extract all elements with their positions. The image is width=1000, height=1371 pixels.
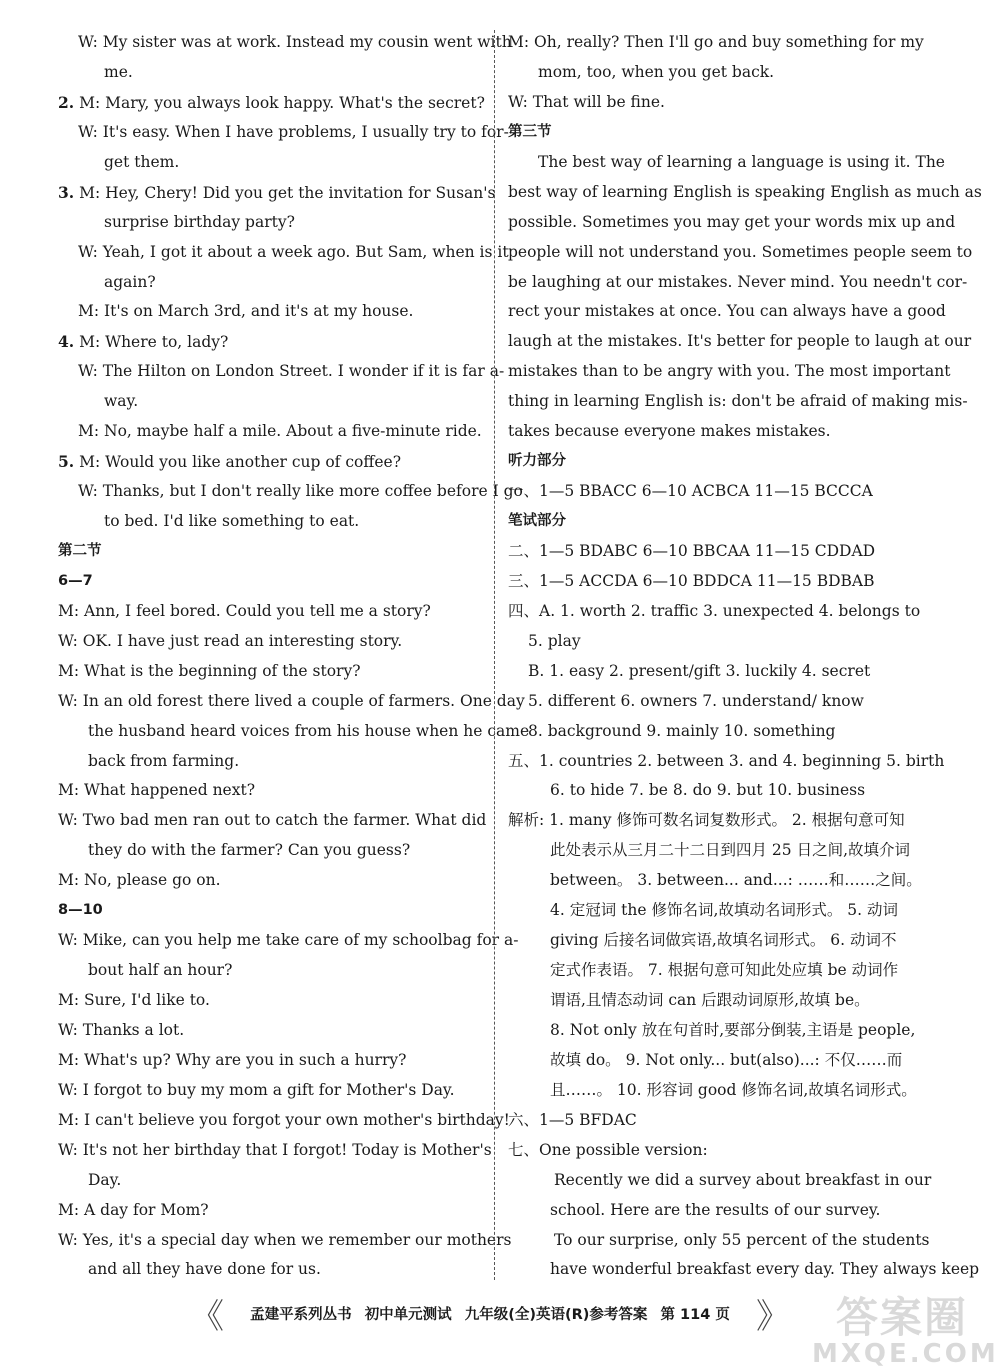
item-number: 2.	[58, 92, 75, 112]
line-text: 五、1. countries 2. between 3. and 4. beginning 5. birth	[508, 751, 945, 770]
text-line	[508, 477, 934, 507]
line-text: laugh at the mistakes. It's better for people to laugh at our	[508, 332, 972, 351]
page-footer	[190, 1290, 790, 1336]
right-column	[508, 28, 982, 1285]
line-text: thing in learning English is: don't be afraid of making mis-	[508, 392, 968, 411]
text-line	[58, 1136, 492, 1166]
line-text: M: No, maybe half a mile. About a five-minute ride.	[78, 422, 482, 441]
line-text: M: What is the beginning of the story?	[58, 661, 361, 680]
line-text: W: Thanks, but I don't really like more coffee before I go	[78, 482, 523, 501]
watermark-logo	[812, 1285, 999, 1369]
line-text: mistakes than to be angry with you. The most important	[508, 362, 951, 381]
column-divider	[494, 30, 495, 1280]
text-line	[58, 387, 486, 417]
text-line	[58, 447, 486, 477]
line-text: Recently we did a survey about breakfast in our	[554, 1170, 932, 1189]
text-line	[508, 1196, 934, 1226]
line-text: W: The Hilton on London Street. I wonder if it is far a-	[78, 362, 505, 381]
section-heading	[508, 507, 934, 537]
footer-book: 初中单元测试	[364, 1306, 452, 1323]
text-line	[58, 477, 523, 507]
line-text: back from farming.	[88, 751, 240, 770]
footer-subject: 九年级(全)英语(R)参考答案	[464, 1306, 648, 1323]
line-text: to bed. I'd like something to eat.	[104, 512, 360, 530]
line-text: surprise birthday party?	[104, 212, 295, 231]
line-text: the husband heard voices from his house when he came	[88, 721, 530, 740]
text-line	[508, 88, 934, 118]
line-text: M: Would you like another cup of coffee?	[79, 453, 402, 472]
item-number: 4.	[58, 332, 75, 352]
text-line	[58, 1046, 486, 1076]
line-text: 此处表示从三月二十二日到四月 25 日之间,故填介词	[550, 841, 911, 860]
text-line	[508, 806, 934, 836]
text-line	[58, 88, 486, 118]
text-line	[58, 986, 486, 1016]
line-text: M: What's up? Why are you in such a hurry?	[58, 1050, 407, 1069]
text-line	[508, 387, 968, 417]
text-line	[58, 327, 486, 357]
section-heading	[508, 118, 934, 148]
line-text: 8. background 9. mainly 10. something	[528, 721, 836, 740]
text-line	[58, 118, 509, 148]
text-line	[58, 238, 509, 268]
text-line	[508, 1016, 934, 1046]
text-line	[58, 1196, 486, 1226]
text-line	[58, 148, 486, 178]
text-line	[508, 297, 946, 327]
line-text: 七、One possible version:	[508, 1140, 708, 1159]
text-line	[508, 327, 972, 357]
line-text: 四、A. 1. worth 2. traffic 3. unexpected 4. belongs to	[508, 601, 921, 620]
text-line	[508, 1136, 934, 1166]
text-line	[508, 1076, 934, 1106]
line-text: M: What happened next?	[58, 781, 256, 800]
text-line	[58, 717, 530, 747]
watermark-cn: 答案圈	[835, 1293, 968, 1342]
line-text: 第二节	[58, 542, 102, 559]
section-heading	[58, 567, 486, 597]
text-line	[58, 657, 486, 687]
text-line	[58, 866, 486, 896]
line-text: M: Where to, lady?	[79, 333, 229, 352]
line-text: have wonderful breakfast every day. They always keep	[550, 1260, 980, 1279]
text-line	[508, 896, 934, 926]
line-text: W: Two bad men ran out to catch the farmer. What did	[58, 811, 487, 830]
next-page-arrow-icon[interactable]: 》	[756, 1296, 790, 1337]
text-line	[58, 747, 486, 777]
text-line	[508, 238, 973, 268]
text-line	[58, 357, 505, 387]
line-text: M: Ann, I feel bored. Could you tell me a story?	[58, 601, 431, 620]
text-line	[508, 956, 934, 986]
line-text: 六、1—5 BFDAC	[508, 1110, 637, 1129]
text-line	[508, 58, 934, 88]
text-line	[58, 806, 486, 836]
text-line	[508, 747, 945, 777]
line-text: M: No, please go on.	[58, 871, 221, 890]
text-line	[58, 28, 512, 58]
line-text: W: It's easy. When I have problems, I usually try to for-	[78, 122, 509, 141]
line-text: W: Yeah, I got it about a week ago. But Sam, when is it	[78, 242, 509, 261]
text-line	[508, 208, 956, 238]
line-text: 故填 do。 9. Not only... but(also)...: 不仅……而	[550, 1050, 903, 1069]
text-line	[508, 836, 934, 866]
text-line	[58, 956, 486, 986]
line-text: M: Hey, Chery! Did you get the invitation for Susan's	[79, 183, 496, 202]
watermark-en: MXQE.COM	[812, 1339, 999, 1369]
text-line	[58, 687, 525, 717]
item-number: 5.	[58, 452, 75, 472]
line-text: mom, too, when you get back.	[538, 62, 775, 81]
prev-page-arrow-icon[interactable]: 《	[190, 1296, 224, 1337]
line-text: 5. different 6. owners 7. understand/ know	[528, 691, 864, 710]
line-text: 笔试部分	[508, 513, 566, 529]
line-text: takes because everyone makes mistakes.	[508, 422, 831, 441]
line-text: school. Here are the results of our survey.	[550, 1200, 881, 1219]
line-text: W: Thanks a lot.	[58, 1020, 185, 1039]
line-text: The best way of learning a language is using it. The	[538, 152, 945, 171]
text-line	[508, 1106, 934, 1136]
text-line	[508, 28, 934, 58]
line-text: 谓语,且情态动词 can 后跟动词原形,故填 be。	[550, 991, 870, 1009]
line-text: 8. Not only 放在句首时,要部分倒装,主语是 people,	[550, 1020, 916, 1039]
text-line	[58, 1016, 486, 1046]
text-line	[508, 178, 982, 208]
line-text: be laughing at our mistakes. Never mind. You needn't cor-	[508, 272, 968, 291]
line-text: M: A day for Mom?	[58, 1200, 209, 1219]
text-line	[58, 208, 486, 238]
text-line	[508, 268, 968, 298]
text-line	[508, 687, 934, 717]
text-line	[58, 417, 486, 447]
text-line	[58, 507, 486, 537]
line-text: W: It's not her birthday that I forgot! Today is Mother's	[58, 1140, 492, 1159]
text-line	[58, 178, 496, 208]
footer-series: 孟建平系列丛书	[250, 1306, 352, 1323]
line-text: people will not understand you. Sometimes people seem to	[508, 242, 973, 261]
text-line	[508, 986, 934, 1016]
text-line	[58, 1166, 486, 1196]
text-line	[58, 1106, 510, 1136]
line-text: 二、1—5 BDABC 6—10 BBCAA 11—15 CDDAD	[508, 541, 876, 560]
text-line	[508, 627, 934, 657]
line-text: 三、1—5 ACCDA 6—10 BDDCA 11—15 BDBAB	[508, 571, 875, 590]
line-text: 8—10	[58, 902, 103, 919]
line-text: bout half an hour?	[88, 961, 233, 980]
text-line	[58, 1226, 512, 1256]
text-line	[508, 657, 934, 687]
text-line	[508, 776, 934, 806]
line-text: rect your mistakes at once. You can always have a good	[508, 302, 946, 321]
line-text: 5. play	[528, 631, 581, 650]
text-line	[58, 836, 486, 866]
line-text: Day.	[88, 1170, 122, 1189]
line-text: 且……。 10. 形容词 good 修饰名词,故填名词形式。	[550, 1080, 917, 1099]
text-line	[508, 537, 934, 567]
line-text: possible. Sometimes you may get your words mix up and	[508, 212, 956, 231]
text-line	[508, 148, 945, 178]
text-line	[508, 926, 934, 956]
line-text: me.	[104, 62, 133, 81]
line-text: between。 3. between... and...: ……和……之间。	[550, 871, 922, 890]
line-text: W: That will be fine.	[508, 92, 665, 111]
line-text: W: In an old forest there lived a couple of farmers. One day	[58, 691, 525, 710]
text-line	[508, 717, 934, 747]
text-line	[58, 58, 486, 88]
text-line	[58, 926, 519, 956]
line-text: M: Oh, really? Then I'll go and buy something for my	[508, 33, 924, 51]
text-line	[58, 1076, 486, 1106]
line-text: W: I forgot to buy my mom a gift for Mother's Day.	[58, 1080, 455, 1099]
section-heading	[508, 447, 934, 477]
line-text: 一、1—5 BBACC 6—10 ACBCA 11—15 BCCCA	[508, 482, 873, 501]
text-line	[58, 297, 486, 327]
line-text: and all they have done for us.	[88, 1260, 321, 1279]
footer-page-number: 第 114 页	[660, 1306, 730, 1323]
text-line	[508, 1255, 980, 1285]
text-line	[508, 1046, 934, 1076]
text-line	[508, 866, 934, 896]
line-text: best way of learning English is speaking English as much as	[508, 182, 982, 201]
line-text: way.	[104, 392, 139, 411]
text-line	[58, 627, 486, 657]
text-line	[508, 597, 934, 627]
line-text: 6—7	[58, 572, 93, 589]
line-text: 6. to hide 7. be 8. do 9. but 10. business	[550, 781, 866, 800]
text-line	[508, 1166, 934, 1196]
text-line	[508, 417, 934, 447]
line-text: W: My sister was at work. Instead my cousin went with	[78, 33, 512, 51]
line-text: get them.	[104, 152, 180, 171]
line-text: B. 1. easy 2. present/gift 3. luckily 4. secret	[528, 661, 871, 680]
line-text: M: Sure, I'd like to.	[58, 991, 210, 1009]
text-line	[58, 597, 486, 627]
text-line	[508, 357, 951, 387]
line-text: 解析: 1. many 修饰可数名词复数形式。 2. 根据句意可知	[508, 811, 905, 830]
line-text: M: Mary, you always look happy. What's the secret?	[79, 93, 485, 112]
section-heading	[58, 537, 486, 567]
text-line	[58, 776, 486, 806]
section-heading	[58, 896, 486, 926]
line-text: W: OK. I have just read an interesting story.	[58, 631, 403, 650]
line-text: To our surprise, only 55 percent of the students	[554, 1230, 930, 1249]
line-text: 第三节	[508, 123, 552, 140]
line-text: W: Mike, can you help me take care of my schoolbag for a-	[58, 931, 519, 950]
text-line	[508, 567, 934, 597]
text-line	[508, 1226, 934, 1256]
line-text: W: Yes, it's a special day when we remember our mothers	[58, 1230, 512, 1249]
line-text: 4. 定冠词 the 修饰名词,故填动名词形式。 5. 动词	[550, 901, 899, 920]
line-text: again?	[104, 272, 156, 291]
line-text: M: I can't believe you forgot your own mother's birthday!	[58, 1110, 510, 1129]
line-text: giving 后接名词做宾语,故填名词形式。 6. 动词不	[550, 931, 897, 950]
line-text: M: It's on March 3rd, and it's at my house.	[78, 302, 414, 321]
text-line	[58, 1255, 486, 1285]
item-number: 3.	[58, 182, 75, 202]
line-text: they do with the farmer? Can you guess?	[88, 841, 411, 860]
line-text: 听力部分	[508, 453, 566, 470]
line-text: 定式作表语。 7. 根据句意可知此处应填 be 动词作	[550, 961, 899, 980]
footer-caption	[246, 1303, 734, 1324]
text-line	[58, 268, 486, 298]
